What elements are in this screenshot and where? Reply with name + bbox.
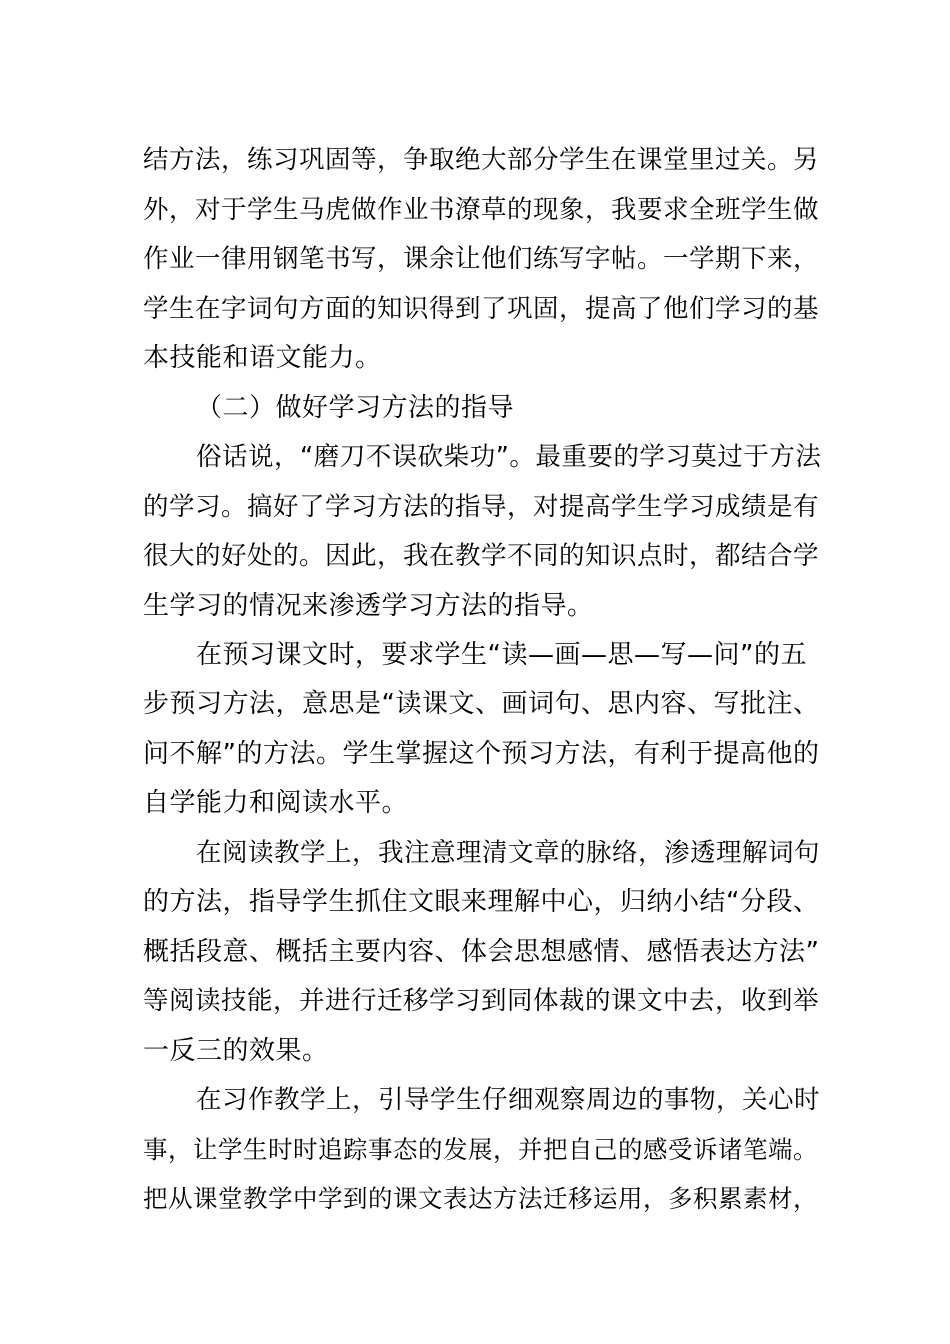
text-line: 生学习的情况来渗透学习方法的指导。 [143, 591, 594, 621]
text-line: 的方法，指导学生抓住文眼来理解中心，归纳小结“分段、 [143, 887, 820, 917]
text-line: 问不解”的方法。学生掌握这个预习方法，有利于提高他的 [143, 739, 820, 769]
text-line: 很大的好处的。因此，我在教学不同的知识点时，都结合学 [143, 541, 820, 571]
text-line: 等阅读技能，并进行迁移学习到同体裁的课文中去，收到举 [143, 986, 820, 1016]
section-heading: （二）做好学习方法的指导 [196, 393, 515, 423]
text-line: 事，让学生时时追踪事态的发展，并把自己的感受诉诸笔端。 [143, 1135, 818, 1164]
text-line: 概括段意、概括主要内容、体会思想感情、感悟表达方法” [143, 937, 820, 967]
text-line: 把从课堂教学中学到的课文表达方法迁移运用，多积累素材， [143, 1184, 818, 1213]
text-line: 外，对于学生马虎做作业书潦草的现象，我要求全班学生做 [143, 195, 820, 225]
text-line: 在习作教学上，引导学生仔细观察周边的事物，关心时 [196, 1085, 821, 1115]
text-line: 自学能力和阅读水平。 [143, 788, 409, 818]
text-line: 作业一律用钢笔书写，课余让他们练写字帖。一学期下来， [143, 244, 820, 274]
text-line: 俗话说，“磨刀不误砍柴功”。最重要的学习莫过于方法 [196, 442, 822, 472]
text-line: 的学习。搞好了学习方法的指导，对提高学生学习成绩是有 [143, 492, 820, 522]
text-line: 在预习课文时，要求学生“读—画—思—写—问”的五 [196, 640, 807, 670]
text-line: 本技能和语文能力。 [143, 343, 382, 373]
text-line: 在阅读教学上，我注意理清文章的脉络，渗透理解词句 [196, 838, 821, 868]
text-line: 一反三的效果。 [143, 1036, 329, 1066]
text-line: 步预习方法，意思是“读课文、画词句、思内容、写批注、 [143, 689, 820, 719]
text-line: 结方法，练习巩固等，争取绝大部分学生在课堂里过关。另 [143, 145, 820, 175]
text-line: 学生在字词句方面的知识得到了巩固，提高了他们学习的基 [143, 294, 820, 324]
